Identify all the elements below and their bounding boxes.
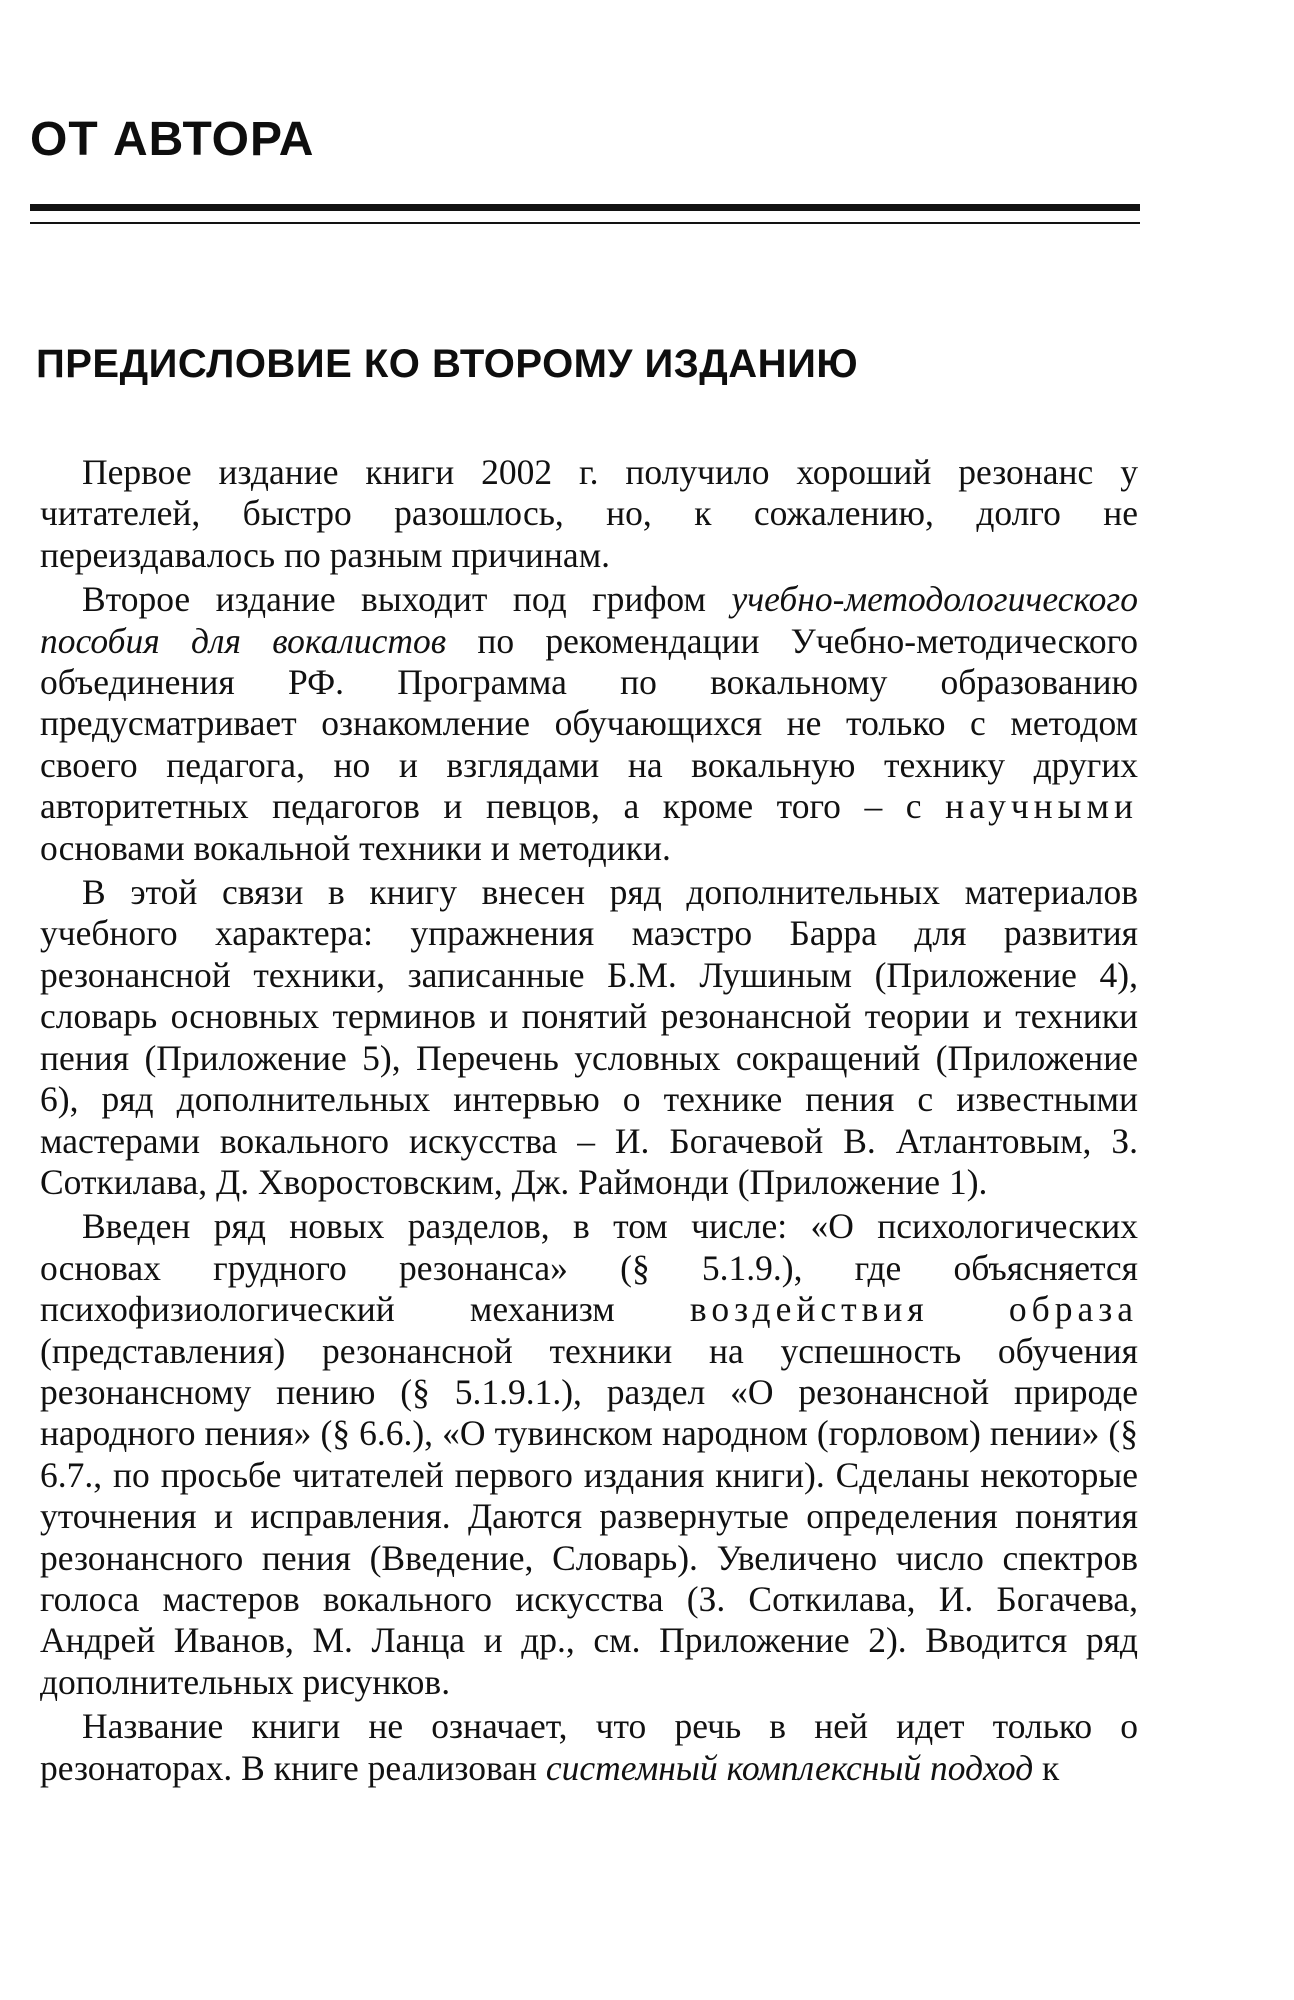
italic-segment: системный комплексный подход xyxy=(545,1747,1034,1788)
section-title: ПРЕДИСЛОВИЕ КО ВТОРОМУ ИЗДАНИЮ xyxy=(36,342,859,386)
paragraph xyxy=(40,1206,1138,1703)
text-segment: Название книги не означает, что речь в ней идет только о резонаторах. В книге реализован xyxy=(40,1706,1138,1788)
title-rule-thin xyxy=(30,222,1140,224)
text-segment: по рекомендации Учебно-методического объединения РФ. Программа по вокальному образованию предусматривает ознакомление обучающихся не только с методом своего педагога, но и взглядами на вокальную технику других авторитетных педагогов и певцов, а кроме того – с xyxy=(40,620,1138,827)
text-segment: Второе издание выходит под грифом xyxy=(82,579,732,620)
chapter-title: ОТ АВТОРА xyxy=(30,113,315,166)
paragraph xyxy=(40,872,1138,1203)
paragraph xyxy=(40,452,1138,576)
paragraph xyxy=(40,1706,1138,1789)
text-segment: (представления) резонансной техники на успешность обучения резонансному пению (§ 5.1.9.1.), раздел «О резонансной природе народного пения» (§ 6.6.), «О тувинском народном (горловом) пении» (§ 6.7., по просьбе читателей первого издания книги). Сделаны некоторые уточнения и исправления. Даются развернутые определения понятия резонансного пения (Введение, Словарь). Увеличено число спектров голоса мастеров вокального искусства (З. Соткилава, И. Богачева, Андрей Иванов, М. Ланца и др., см. Приложение 2). Вводится ряд дополнительных рисунков. xyxy=(40,1330,1138,1702)
text-segment: к xyxy=(1033,1747,1060,1788)
paragraph xyxy=(40,579,1138,869)
spaced-segment: научными xyxy=(945,786,1138,827)
body-text xyxy=(40,452,1138,1789)
spaced-segment: воздействия образа xyxy=(689,1289,1138,1330)
text-segment: В этой связи в книгу внесен ряд дополнительных материалов учебного характера: упражнения маэстро Барра для развития резонансной техники, записанные Б.М. Лушиным (Приложение 4), словарь основных терминов и понятий резонансной теории и техники пения (Приложение 5), Перечень условных сокращений (Приложение 6), ряд дополнительных интервью о технике пения с известными мастерами вокального искусства – И. Богачевой В. Атлантовым, З. Соткилава, Д. Хворостовским, Дж. Раймонди (Приложение 1). xyxy=(40,872,1138,1202)
text-segment: Первое издание книги 2002 г. получило хороший резонанс у читателей, быстро разошлось, но, к сожалению, долго не переиздавалось по разным причинам. xyxy=(40,452,1138,575)
text-segment: основами вокальной техники и методики. xyxy=(40,827,671,868)
italic-segment: учебно-методологического пособия для вокалистов xyxy=(40,579,1138,661)
text-segment: Введен ряд новых разделов, в том числе: «О психологических основах грудного резонанса» (§ 5.1.9.), где объясняется психофизиологический механизм xyxy=(40,1206,1138,1330)
title-rule-thick xyxy=(30,204,1140,211)
